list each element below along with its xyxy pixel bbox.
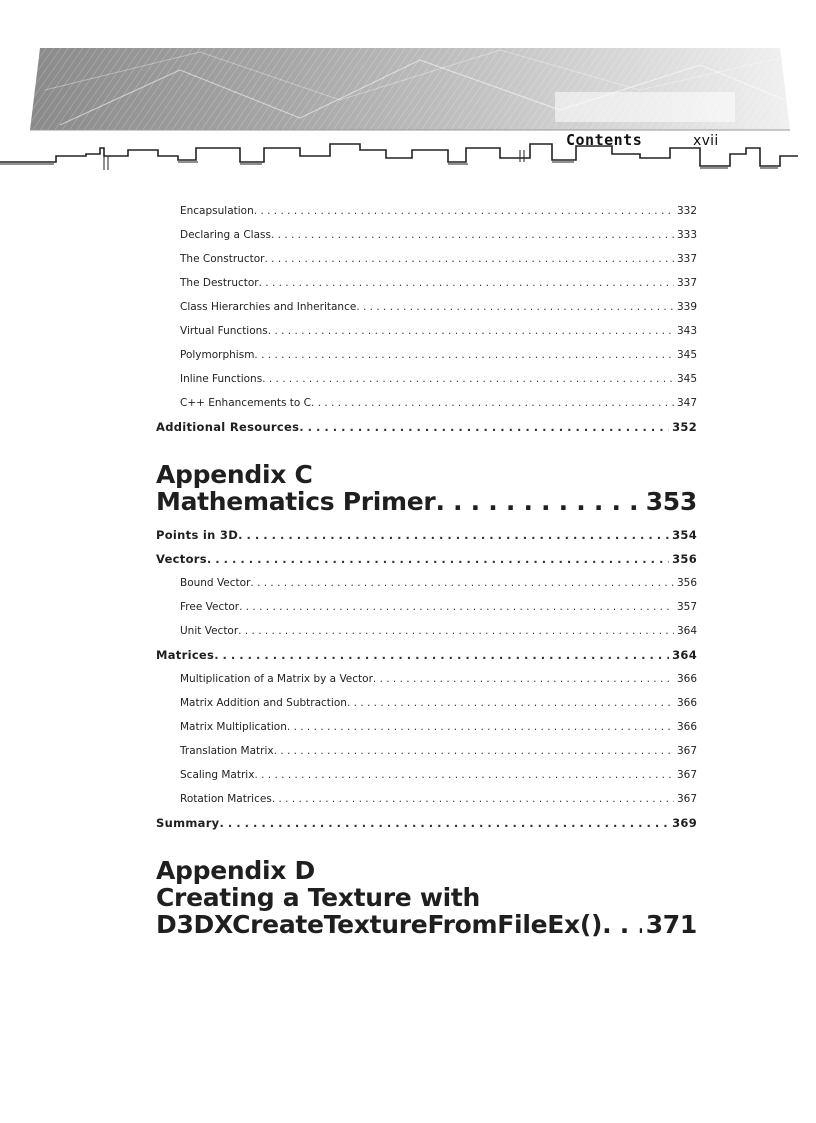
- toc-entry: [156, 811, 697, 835]
- toc-entry-page: 332: [676, 205, 697, 217]
- toc-entry-page: 333: [676, 229, 697, 241]
- toc-entry-page: 337: [676, 253, 697, 265]
- leader-dots: [311, 391, 674, 415]
- toc-entry-page: 369: [672, 816, 697, 830]
- appendix-c-page: 353: [645, 488, 697, 515]
- toc-entry-title: Virtual Functions: [180, 325, 268, 337]
- toc-entry: [156, 595, 697, 619]
- toc-entry-title: Unit Vector: [180, 625, 239, 637]
- toc-entry-title: Summary: [156, 816, 220, 830]
- appendix-d-label: Appendix D: [156, 856, 315, 885]
- leader-dots: [347, 691, 674, 715]
- toc-entry-title: Multiplication of a Matrix by a Vector: [180, 673, 373, 685]
- appendix-d-page: 371: [645, 911, 697, 938]
- toc-entry: [156, 223, 697, 247]
- appendix-c-heading: [156, 461, 697, 515]
- toc-entry-page: 366: [676, 673, 697, 685]
- toc-entry: [156, 763, 697, 787]
- leader-dots: [264, 247, 673, 271]
- toc-entry-page: 366: [676, 697, 697, 709]
- toc-entry: [156, 199, 697, 223]
- toc-entry: [156, 319, 697, 343]
- toc-group-2: [156, 523, 697, 835]
- leader-dots: [207, 547, 669, 571]
- leader-dots: [272, 787, 674, 811]
- leader-dots: [254, 763, 674, 787]
- page-header: [0, 30, 816, 180]
- header-banner-graphic: [0, 30, 816, 180]
- toc-entry-title: The Destructor: [180, 277, 259, 289]
- toc-entry-page: 347: [676, 397, 697, 409]
- leader-dots: [259, 271, 674, 295]
- appendix-d-heading: [156, 857, 697, 938]
- toc-entry-page: 367: [676, 793, 697, 805]
- toc-entry-title: Points in 3D: [156, 528, 239, 542]
- toc-entry-title: Inline Functions: [180, 373, 263, 385]
- toc-entry: [156, 247, 697, 271]
- toc-entry: [156, 295, 697, 319]
- toc-entry-page: 367: [676, 745, 697, 757]
- toc-entry: [156, 415, 697, 439]
- leader-dots: [214, 643, 669, 667]
- leader-dots: [373, 667, 674, 691]
- leader-dots: [287, 715, 674, 739]
- toc-entry: [156, 787, 697, 811]
- toc-entry: [156, 271, 697, 295]
- toc-entry: [156, 343, 697, 367]
- toc-entry-page: 364: [672, 648, 697, 662]
- toc-entry-page: 354: [672, 528, 697, 542]
- toc-entry: [156, 715, 697, 739]
- toc-entry: [156, 391, 697, 415]
- leader-dots: [435, 488, 641, 515]
- leader-dots: [602, 911, 642, 938]
- toc-entry-page: 367: [676, 769, 697, 781]
- header-page-number: xvii: [693, 133, 719, 149]
- appendix-c-title-row: [156, 488, 697, 515]
- toc-entry-title: Matrix Addition and Subtraction: [180, 697, 347, 709]
- toc-entry-title: Translation Matrix: [180, 745, 274, 757]
- toc-entry-page: 357: [676, 601, 697, 613]
- leader-dots: [219, 811, 669, 835]
- table-of-contents: [156, 199, 697, 946]
- toc-entry-title: Encapsulation: [180, 205, 254, 217]
- leader-dots: [238, 619, 674, 643]
- toc-entry-title: Scaling Matrix: [180, 769, 255, 781]
- toc-entry: [156, 571, 697, 595]
- toc-entry-page: 356: [676, 577, 697, 589]
- leader-dots: [238, 523, 669, 547]
- leader-dots: [299, 415, 669, 439]
- toc-entry: [156, 643, 697, 667]
- toc-entry: [156, 367, 697, 391]
- toc-entry-title: Rotation Matrices: [180, 793, 272, 805]
- leader-dots: [262, 367, 674, 391]
- toc-entry: [156, 547, 697, 571]
- appendix-c-label: Appendix C: [156, 460, 313, 489]
- leader-dots: [274, 739, 674, 763]
- toc-entry-page: 356: [672, 552, 697, 566]
- toc-entry-title: Declaring a Class: [180, 229, 271, 241]
- toc-entry: [156, 739, 697, 763]
- toc-entry-page: 345: [676, 349, 697, 361]
- toc-entry-title: Vectors: [156, 552, 207, 566]
- appendix-d-title-line2: D3DXCreateTextureFromFileEx(): [156, 911, 603, 938]
- toc-entry-title: C++ Enhancements to C: [180, 397, 312, 409]
- leader-dots: [271, 223, 674, 247]
- leader-dots: [254, 343, 674, 367]
- toc-entry-page: 337: [676, 277, 697, 289]
- toc-entry-title: Polymorphism: [180, 349, 255, 361]
- toc-entry-page: 345: [676, 373, 697, 385]
- toc-entry-page: 364: [676, 625, 697, 637]
- toc-entry: [156, 667, 697, 691]
- appendix-c-title: Mathematics Primer: [156, 488, 436, 515]
- toc-entry: [156, 691, 697, 715]
- toc-group-1: [156, 199, 697, 439]
- toc-entry-title: Free Vector: [180, 601, 240, 613]
- leader-dots: [250, 571, 674, 595]
- leader-dots: [254, 199, 674, 223]
- appendix-d-title-row: [156, 911, 697, 938]
- leader-dots: [268, 319, 674, 343]
- header-section-title: Contents: [566, 131, 643, 149]
- toc-entry-title: The Constructor: [180, 253, 265, 265]
- toc-entry-title: Class Hierarchies and Inheritance: [180, 301, 357, 313]
- toc-entry-page: 343: [676, 325, 697, 337]
- leader-dots: [356, 295, 674, 319]
- leader-dots: [239, 595, 674, 619]
- toc-entry-title: Matrix Multiplication: [180, 721, 287, 733]
- toc-entry-page: 352: [672, 420, 697, 434]
- toc-entry-page: 339: [676, 301, 697, 313]
- toc-entry-title: Matrices: [156, 648, 215, 662]
- toc-entry-page: 366: [676, 721, 697, 733]
- toc-entry: [156, 619, 697, 643]
- appendix-d-title-line1: Creating a Texture with: [156, 883, 481, 912]
- toc-entry-title: Additional Resources: [156, 420, 300, 434]
- toc-entry-title: Bound Vector: [180, 577, 251, 589]
- toc-entry: [156, 523, 697, 547]
